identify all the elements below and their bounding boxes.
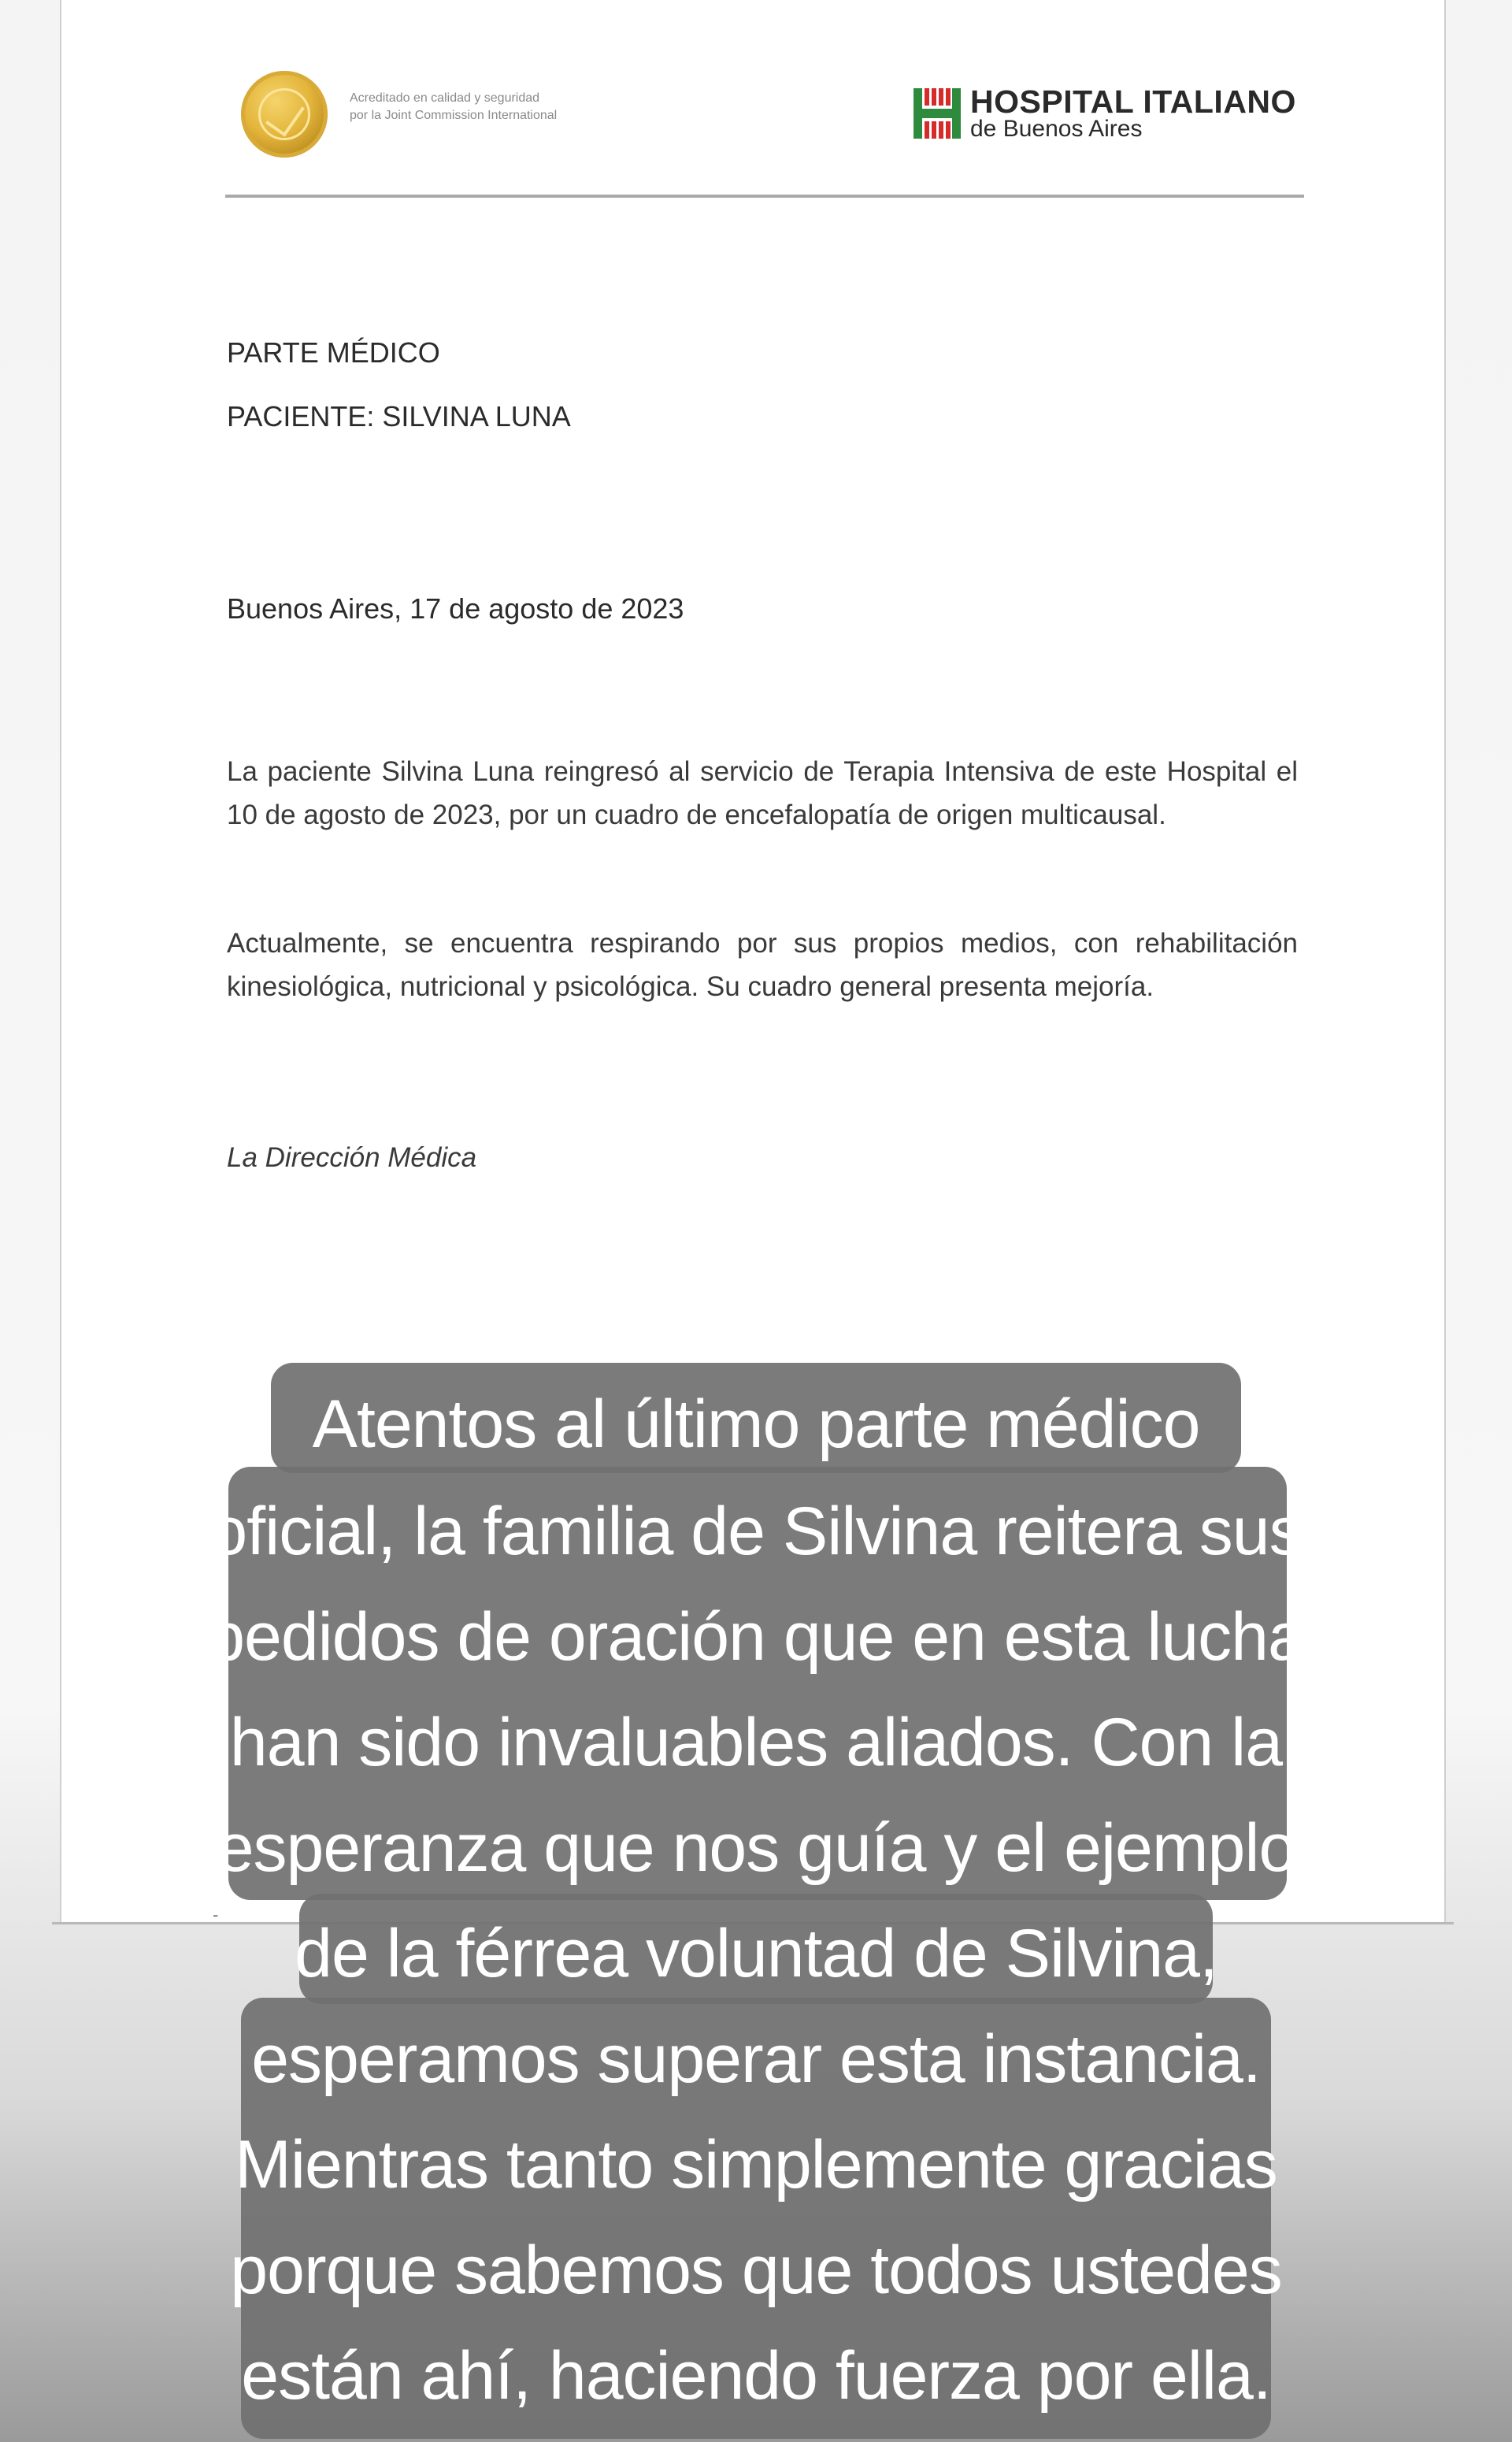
margin-mark: - (213, 1905, 219, 1924)
caption-line: esperamos superar esta instancia. (251, 2021, 1261, 2097)
caption-line: han sido invaluables aliados. Con la (229, 1705, 1283, 1780)
caption-line: esperanza que nos guía y el ejemplo (216, 1810, 1296, 1886)
accreditation-text (350, 90, 649, 124)
caption-line: oficial, la familia de Silvina reitera sus (209, 1494, 1303, 1569)
caption-line: están ahí, haciendo fuerza por ella. (241, 2338, 1271, 2414)
caption-line: pedidos de oración que en esta lucha (207, 1599, 1305, 1675)
report-paragraph-2: Actualmente, se encuentra respirando por sus propios medios, con rehabilitación kinesiológica, nutricional y psicológica. Su cuadro general presenta mejoría. (227, 928, 1298, 1002)
report-paragraph-1: La paciente Silvina Luna reingresó al servicio de Terapia Intensiva de este Hospital el 10 de agosto de 2023, por un cuadro de encefalopatía de origen multicausal. (227, 756, 1298, 830)
report-signature: La Dirección Médica (227, 1142, 477, 1173)
patient-name: PACIENTE: SILVINA LUNA (227, 400, 571, 432)
report-title: PARTE MÉDICO (227, 336, 440, 369)
header-divider (225, 195, 1304, 198)
accreditation-line-2: por la Joint Commission International (350, 109, 558, 122)
hospital-name: HOSPITAL ITALIANO (970, 84, 1296, 120)
hospital-subtitle: de Buenos Aires (970, 116, 1143, 142)
caption-line: Mientras tanto simplemente gracias (235, 2127, 1277, 2203)
accreditation-line-1: Acreditado en calidad y seguridad (350, 91, 540, 105)
caption-line: de la férrea voluntad de Silvina, (295, 1916, 1217, 1991)
caption-line: Atentos al último parte médico (312, 1386, 1200, 1462)
caption-line: porque sabemos que todos ustedes (230, 2232, 1282, 2308)
hospital-cross-logo-icon (914, 88, 961, 139)
report-date: Buenos Aires, 17 de agosto de 2023 (227, 592, 684, 625)
joint-commission-seal-icon (241, 71, 328, 158)
